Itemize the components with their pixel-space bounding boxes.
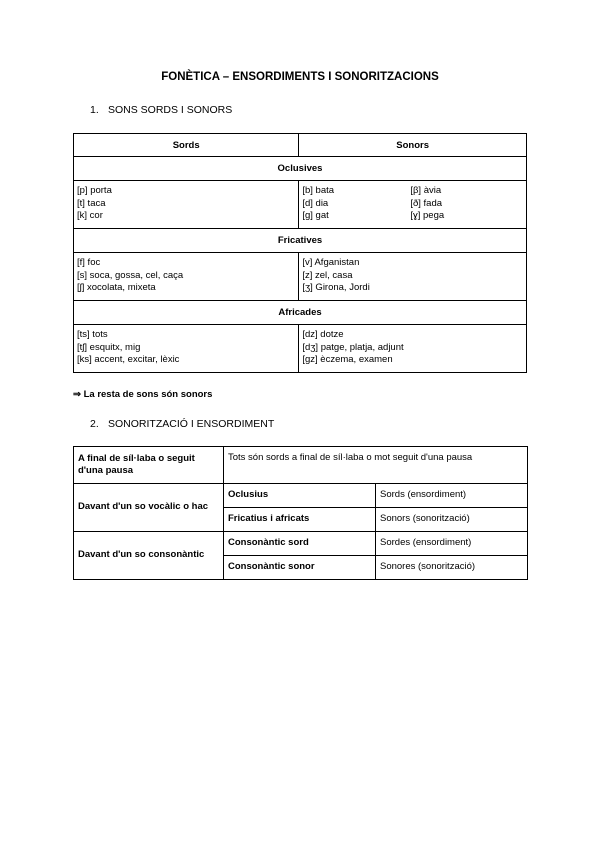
result-cell: Sonores (sonorització) [376, 556, 528, 580]
type-cell: Consonàntic sonor [224, 556, 376, 580]
header-sords: Sords [74, 134, 299, 157]
section-fricatives: Fricatives [74, 229, 527, 253]
row-final-value: Tots són sords a final de síl·laba o mot seguit d'una pausa [224, 447, 528, 484]
fricatives-sonors-cell [299, 253, 527, 301]
group-consonantic-label: Davant d'un so consonàntic [74, 532, 224, 580]
list-item: [β] àvia [410, 185, 442, 196]
list-item: [s] soca, gossa, cel, caça [77, 269, 184, 281]
fricatives-sords-cell [74, 253, 299, 301]
oclusives-sords-cell [74, 181, 299, 229]
list-item: [f] foc [77, 257, 101, 268]
result-cell: Sords (ensordiment) [376, 484, 528, 508]
type-cell: Oclusius [224, 484, 376, 508]
sounds-table [73, 133, 527, 373]
header-sonors: Sonors [299, 134, 527, 157]
section-2-title: SONORITZACIÓ I ENSORDIMENT [108, 418, 275, 430]
list-item: [d] dia [302, 197, 329, 209]
list-item: [ks] accent, excitar, lèxic [77, 354, 180, 366]
type-cell: Fricatius i africats [224, 508, 376, 532]
list-item: [ð] fada [410, 197, 443, 209]
list-item: [ʃ] xocolata, mixeta [77, 282, 156, 294]
list-item: [b] bata [302, 185, 335, 196]
section-africades: Africades [74, 301, 527, 325]
section-1-heading [90, 104, 232, 116]
list-item: [p] porta [77, 185, 112, 196]
list-item: [ɣ] pega [410, 210, 445, 222]
list-item: [t] taca [77, 197, 106, 209]
list-item: [v] Afganistan [302, 257, 360, 268]
list-item: [g] gat [302, 210, 329, 222]
section-oclusives: Oclusives [74, 157, 527, 181]
list-item: [dʒ] patge, platja, adjunt [302, 341, 404, 353]
africades-sords-cell [74, 325, 299, 373]
group-vocalic-label: Davant d'un so vocàlic o hac [74, 484, 224, 532]
section-2-heading [90, 418, 274, 430]
list-item: [gz] èczema, examen [302, 354, 393, 366]
list-item: [k] cor [77, 210, 103, 222]
row-final-label: A final de síl·laba o seguit d'una pausa [74, 447, 224, 484]
list-item: [dz] dotze [302, 329, 344, 340]
list-item: [z] zel, casa [302, 269, 353, 281]
result-cell: Sordes (ensordiment) [376, 532, 528, 556]
type-cell: Consonàntic sord [224, 532, 376, 556]
result-cell: Sonors (sonorització) [376, 508, 528, 532]
section-1-number: 1. [90, 104, 99, 116]
sonoritzacio-table [73, 446, 528, 580]
oclusives-sonors-cell [299, 181, 527, 229]
list-item: [ts] tots [77, 329, 108, 340]
list-item: [tʃ] esquitx, mig [77, 341, 141, 353]
list-item: [ʒ] Girona, Jordi [302, 282, 370, 294]
africades-sonors-cell [299, 325, 527, 373]
page-title: FONÈTICA – ENSORDIMENTS I SONORITZACIONS [161, 71, 439, 83]
section-1-title: SONS SORDS I SONORS [108, 104, 233, 116]
section-2-number: 2. [90, 418, 99, 430]
note-rest-sonors: ⇒ La resta de sons són sonors [73, 389, 213, 400]
